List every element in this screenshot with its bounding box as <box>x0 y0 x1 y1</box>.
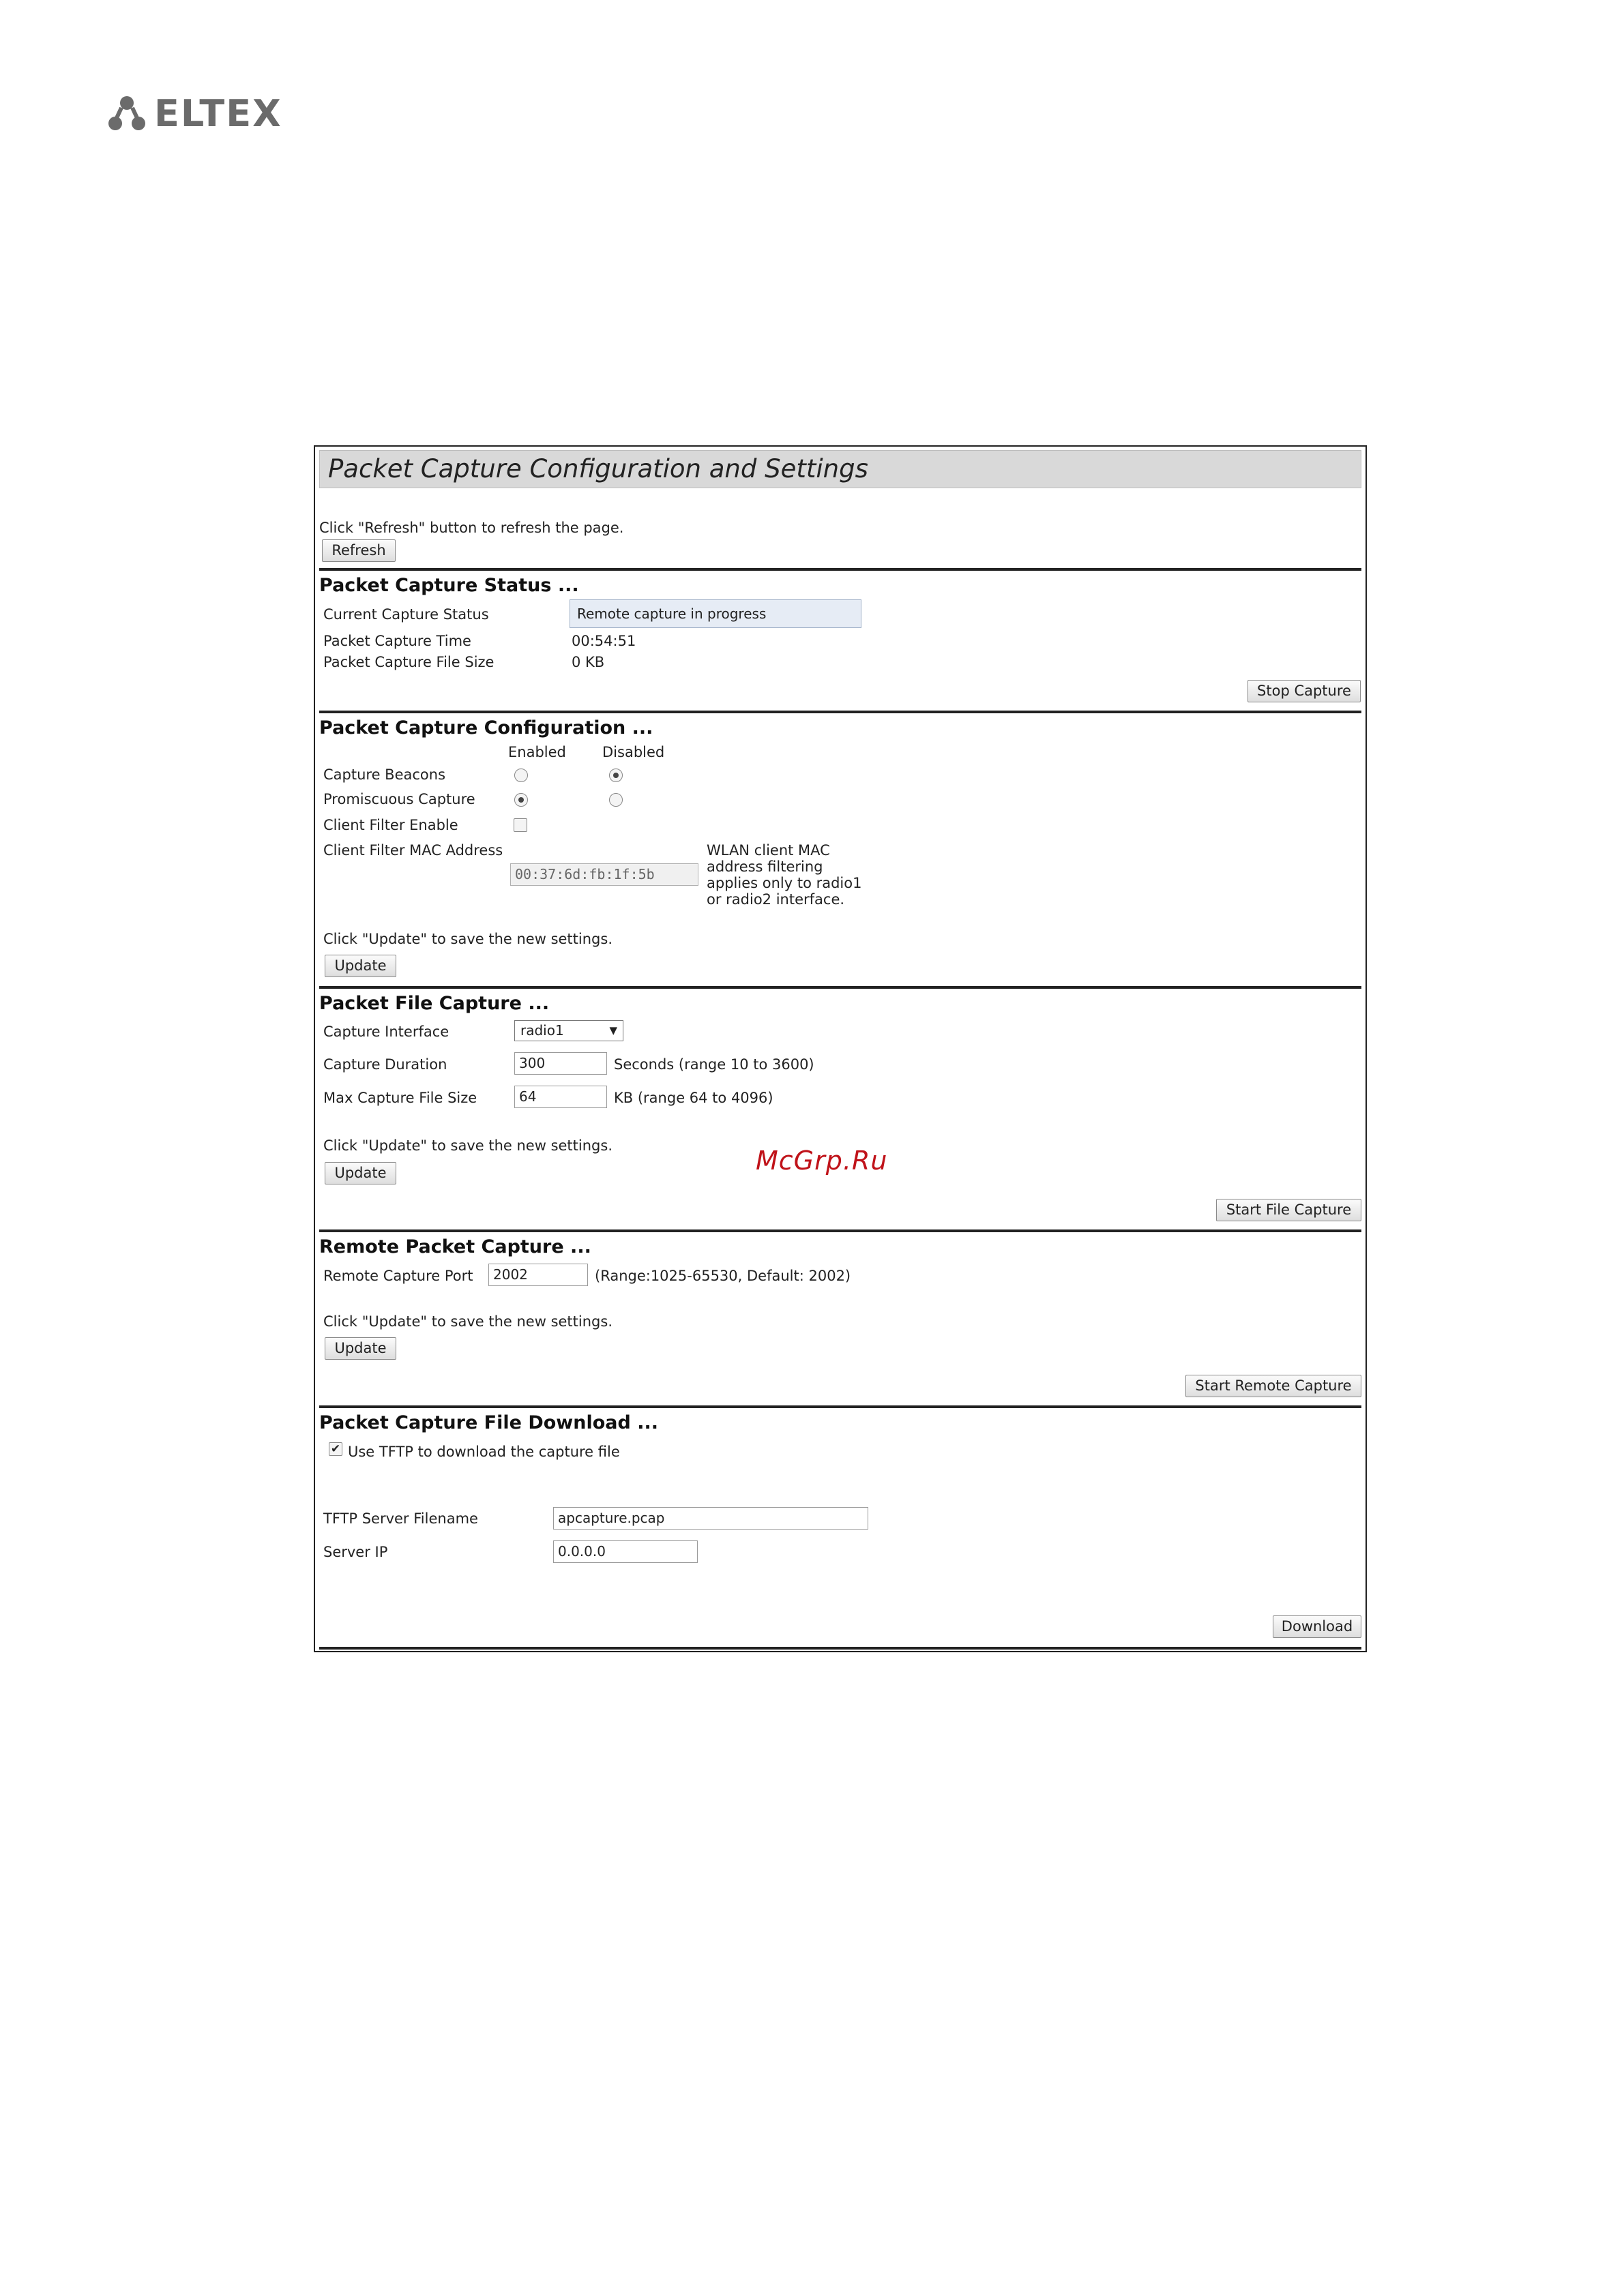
file-size-label: Packet Capture File Size <box>323 654 494 670</box>
chevron-down-icon: ▼ <box>609 1024 617 1037</box>
remote-port-input[interactable]: 2002 <box>488 1264 588 1286</box>
remote-capture-heading: Remote Packet Capture ... <box>319 1236 591 1257</box>
server-ip-input[interactable]: 0.0.0.0 <box>553 1540 698 1563</box>
start-file-capture-button[interactable]: Start File Capture <box>1216 1199 1361 1221</box>
section-divider <box>319 711 1361 713</box>
remote-port-label: Remote Capture Port <box>323 1268 473 1284</box>
refresh-hint: Click "Refresh" button to refresh the page. <box>319 520 624 536</box>
use-tftp-label: Use TFTP to download the capture file <box>348 1444 620 1460</box>
stop-capture-button[interactable]: Stop Capture <box>1247 680 1361 702</box>
capture-interface-select[interactable] <box>514 1020 623 1041</box>
current-status-value: Remote capture in progress <box>570 599 861 628</box>
enabled-column-header: Enabled <box>508 744 566 760</box>
remote-update-button[interactable]: Update <box>325 1337 396 1360</box>
promiscuous-capture-label: Promiscuous Capture <box>323 791 475 807</box>
mac-address-label: Client Filter MAC Address <box>323 842 503 859</box>
start-remote-capture-button[interactable]: Start Remote Capture <box>1185 1375 1361 1397</box>
file-capture-update-button[interactable]: Update <box>325 1162 396 1184</box>
page-title: Packet Capture Configuration and Settings <box>319 450 1361 488</box>
capture-beacons-enabled-radio[interactable] <box>514 769 528 782</box>
file-capture-heading: Packet File Capture ... <box>319 993 550 1014</box>
mac-note-line-1: WLAN client MAC <box>707 842 830 859</box>
remote-update-hint: Click "Update" to save the new settings. <box>323 1313 612 1330</box>
server-ip-label: Server IP <box>323 1544 388 1560</box>
status-heading: Packet Capture Status ... <box>319 575 579 596</box>
max-file-size-note: KB (range 64 to 4096) <box>614 1090 773 1106</box>
tftp-filename-input[interactable]: apcapture.pcap <box>553 1507 868 1530</box>
config-update-button[interactable]: Update <box>325 955 396 977</box>
max-file-size-input[interactable]: 64 <box>514 1086 607 1108</box>
capture-duration-label: Capture Duration <box>323 1056 447 1073</box>
watermark-text: McGrp.Ru <box>756 1146 888 1176</box>
current-status-label: Current Capture Status <box>323 606 489 623</box>
disabled-column-header: Disabled <box>602 744 665 760</box>
section-divider <box>319 1405 1361 1408</box>
max-file-size-label: Max Capture File Size <box>323 1090 477 1106</box>
capture-interface-value: radio1 <box>520 1022 564 1039</box>
eltex-logo-icon <box>108 95 146 131</box>
file-size-value: 0 KB <box>572 654 605 670</box>
capture-beacons-disabled-radio[interactable] <box>609 769 623 782</box>
section-divider <box>319 1647 1361 1650</box>
config-heading: Packet Capture Configuration ... <box>319 717 653 739</box>
promiscuous-enabled-radio[interactable] <box>514 793 528 807</box>
section-divider <box>319 986 1361 989</box>
mac-address-input[interactable]: 00:37:6d:fb:1f:5b <box>510 863 698 886</box>
mac-note-line-2: address filtering <box>707 859 823 875</box>
mac-note-line-4: or radio2 interface. <box>707 891 845 908</box>
mac-note-line-3: applies only to radio1 <box>707 875 862 891</box>
remote-port-note: (Range:1025-65530, Default: 2002) <box>595 1268 851 1284</box>
capture-duration-note: Seconds (range 10 to 3600) <box>614 1056 814 1073</box>
use-tftp-checkbox[interactable]: ✔ <box>329 1442 342 1456</box>
capture-beacons-label: Capture Beacons <box>323 766 446 783</box>
config-update-hint: Click "Update" to save the new settings. <box>323 931 612 947</box>
tftp-filename-label: TFTP Server Filename <box>323 1510 478 1527</box>
client-filter-label: Client Filter Enable <box>323 817 458 833</box>
file-capture-update-hint: Click "Update" to save the new settings. <box>323 1137 612 1154</box>
download-button[interactable]: Download <box>1273 1615 1361 1638</box>
client-filter-checkbox[interactable] <box>514 818 527 832</box>
capture-interface-label: Capture Interface <box>323 1024 449 1040</box>
promiscuous-disabled-radio[interactable] <box>609 793 623 807</box>
eltex-logo <box>108 91 282 135</box>
section-divider <box>319 1229 1361 1232</box>
download-heading: Packet Capture File Download ... <box>319 1412 658 1433</box>
capture-time-value: 00:54:51 <box>572 633 636 649</box>
section-divider <box>319 568 1361 571</box>
capture-time-label: Packet Capture Time <box>323 633 471 649</box>
refresh-button[interactable]: Refresh <box>322 539 396 562</box>
eltex-logo-text: ELTEX <box>154 91 282 135</box>
capture-duration-input[interactable]: 300 <box>514 1052 607 1075</box>
